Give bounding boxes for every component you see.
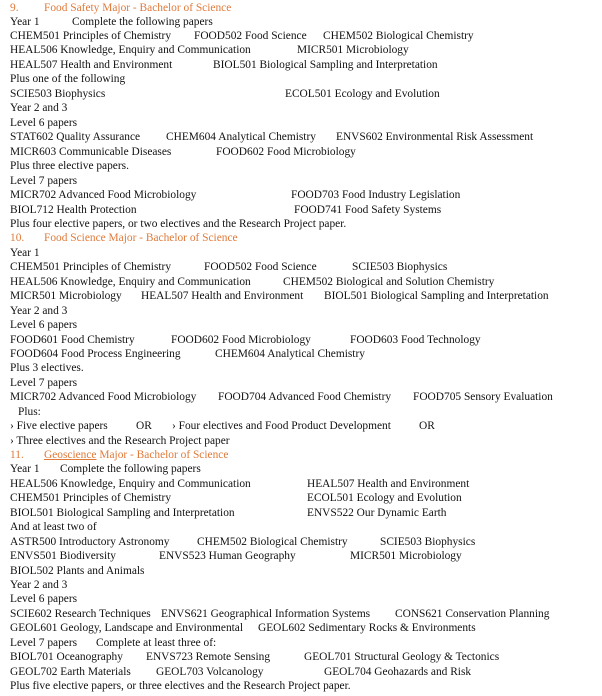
text-line: Plus 3 electives.	[10, 362, 84, 374]
year-label: Year 1	[10, 16, 40, 28]
paper-row	[10, 289, 600, 303]
paper: CHEM502 Biological Chemistry	[197, 536, 348, 548]
year-label: Year 1	[10, 463, 40, 475]
section-title: Food Safety Major - Bachelor of Science	[44, 2, 232, 14]
paper-row	[10, 188, 600, 202]
section-number: 11.	[10, 449, 24, 461]
paper: GEOL703 Volcanology	[156, 666, 264, 678]
paper: CHEM501 Principles of Chemistry	[10, 492, 172, 504]
paper: CHEM501 Principles of Chemistry	[10, 261, 172, 273]
paper-row	[10, 260, 600, 274]
paper: HEAL506 Knowledge, Enquiry and Communication	[10, 44, 251, 56]
paper-row	[10, 621, 600, 635]
or-label: OR	[136, 420, 152, 432]
text-line: Level 6 papers	[10, 319, 78, 331]
option: › Three electives and the Research Project paper	[10, 435, 230, 447]
text-line: Plus five elective papers, or three electives and the Research Project paper.	[10, 680, 351, 692]
paper: BIOL501 Biological Sampling and Interpretation	[213, 59, 438, 71]
paper: SCIE503 Biophysics	[352, 261, 448, 273]
paper: ECOL501 Ecology and Evolution	[307, 492, 462, 504]
paper: GEOL701 Structural Geology & Tectonics	[304, 651, 500, 663]
text-line: Level 7 papers	[10, 377, 78, 389]
section-heading-11	[10, 448, 228, 462]
paper: MICR501 Microbiology	[10, 290, 122, 302]
text-line: Level 6 papers	[10, 117, 78, 129]
paper: FOOD704 Advanced Food Chemistry	[218, 391, 392, 403]
section-title: Major - Bachelor of Science	[96, 449, 229, 461]
paper: HEAL507 Health and Environment	[141, 290, 304, 302]
text-line: Plus three elective papers.	[10, 160, 129, 172]
paper: FOOD601 Food Chemistry	[10, 334, 135, 346]
paper: FOOD705 Sensory Evaluation	[413, 391, 553, 403]
paper: MICR702 Advanced Food Microbiology	[10, 391, 197, 403]
paper: FOOD741 Food Safety Systems	[294, 204, 442, 216]
paper: MICR501 Microbiology	[350, 550, 462, 562]
text-line: Plus:	[18, 406, 41, 418]
paper: CHEM502 Biological Chemistry	[323, 30, 474, 42]
paper: SCIE602 Research Techniques	[10, 608, 151, 620]
year-line	[10, 462, 600, 476]
paper: HEAL506 Knowledge, Enquiry and Communication	[10, 276, 251, 288]
paper-row	[10, 549, 600, 563]
text-line: Year 2 and 3	[10, 102, 68, 114]
paper: HEAL507 Health and Environment	[10, 59, 173, 71]
text-line: Plus four elective papers, or two electives and the Research Project paper.	[10, 218, 347, 230]
paper: GEOL702 Earth Materials	[10, 666, 131, 678]
paper-row	[10, 506, 600, 520]
paper-row	[10, 607, 600, 621]
paper: CHEM604 Analytical Chemistry	[166, 131, 316, 143]
paper: STAT602 Quality Assurance	[10, 131, 141, 143]
year-note: Complete the following papers	[72, 16, 213, 28]
paper: FOOD604 Food Process Engineering	[10, 348, 181, 360]
paper: GEOL601 Geology, Landscape and Environmental	[10, 622, 244, 634]
paper: ENVS723 Remote Sensing	[146, 651, 271, 663]
paper: BIOL712 Health Protection	[10, 204, 137, 216]
text-line: Level 6 papers	[10, 593, 78, 605]
paper-row	[10, 390, 600, 404]
paper-row	[10, 347, 600, 361]
paper-row	[10, 650, 600, 664]
paper: FOOD603 Food Technology	[350, 334, 481, 346]
text-line: Year 2 and 3	[10, 579, 68, 591]
paper-row	[10, 203, 600, 217]
paper: FOOD502 Food Science	[204, 261, 317, 273]
paper: ENVS501 Biodiversity	[10, 550, 116, 562]
section-number: 10.	[10, 232, 25, 244]
paper-row	[10, 491, 600, 505]
text-line: Plus one of the following	[10, 73, 126, 85]
paper-row	[10, 275, 600, 289]
paper: BIOL502 Plants and Animals	[10, 565, 145, 577]
paper: FOOD703 Food Industry Legislation	[291, 189, 461, 201]
paper: ENVS602 Environmental Risk Assessment	[336, 131, 534, 143]
paper: CHEM501 Principles of Chemistry	[10, 30, 172, 42]
paper-row	[10, 145, 600, 159]
text-line: Year 2 and 3	[10, 305, 68, 317]
paper: FOOD602 Food Microbiology	[216, 146, 356, 158]
option: › Five elective papers	[10, 420, 108, 432]
paper: MICR603 Communicable Diseases	[10, 146, 172, 158]
paper: GEOL602 Sedimentary Rocks & Environments	[258, 622, 476, 634]
paper: HEAL507 Health and Environment	[307, 478, 470, 490]
paper: SCIE503 Biophysics	[380, 536, 476, 548]
section-title: Food Science Major - Bachelor of Science	[44, 232, 238, 244]
paper-row	[10, 58, 600, 72]
paper: CONS621 Conservation Planning	[395, 608, 550, 620]
option-row	[10, 419, 600, 433]
section-number: 9.	[10, 2, 19, 14]
paper-row	[10, 87, 600, 101]
text-line: Year 1	[10, 247, 40, 259]
paper-row	[10, 333, 600, 347]
paper: MICR501 Microbiology	[297, 44, 409, 56]
year-line	[10, 15, 600, 29]
paper-row	[10, 665, 600, 679]
paper: ECOL501 Ecology and Evolution	[285, 88, 440, 100]
paper-row	[10, 43, 600, 57]
year-note: Complete the following papers	[60, 463, 201, 475]
paper-row	[10, 130, 600, 144]
paper: HEAL506 Knowledge, Enquiry and Communication	[10, 478, 251, 490]
paper: MICR702 Advanced Food Microbiology	[10, 189, 197, 201]
section-title-underlined: Geoscience	[44, 449, 97, 461]
year-line	[10, 636, 600, 650]
paper: BIOL701 Oceanography	[10, 651, 123, 663]
option: › Four electives and Food Product Development	[172, 420, 391, 432]
section-heading-9	[10, 1, 231, 15]
paper: BIOL501 Biological Sampling and Interpretation	[324, 290, 549, 302]
paper: BIOL501 Biological Sampling and Interpretation	[10, 507, 235, 519]
paper-row	[10, 535, 600, 549]
paper: SCIE503 Biophysics	[10, 88, 106, 100]
paper-row	[10, 29, 600, 43]
or-label: OR	[419, 420, 435, 432]
text-line: And at least two of	[10, 521, 97, 533]
paper: ENVS523 Human Geography	[159, 550, 296, 562]
paper: CHEM604 Analytical Chemistry	[215, 348, 365, 360]
paper: GEOL704 Geohazards and Risk	[324, 666, 472, 678]
level-label: Level 7 papers	[10, 637, 78, 649]
paper: ENVS621 Geographical Information Systems	[161, 608, 371, 620]
paper: CHEM502 Biological and Solution Chemistry	[283, 276, 495, 288]
paper: FOOD502 Food Science	[194, 30, 307, 42]
text-line: Level 7 papers	[10, 175, 78, 187]
paper: ENVS522 Our Dynamic Earth	[307, 507, 447, 519]
section-heading-10	[10, 231, 238, 245]
paper-row	[10, 477, 600, 491]
paper: FOOD602 Food Microbiology	[171, 334, 311, 346]
level-note: Complete at least three of:	[96, 637, 217, 649]
paper: ASTR500 Introductory Astronomy	[10, 536, 170, 548]
